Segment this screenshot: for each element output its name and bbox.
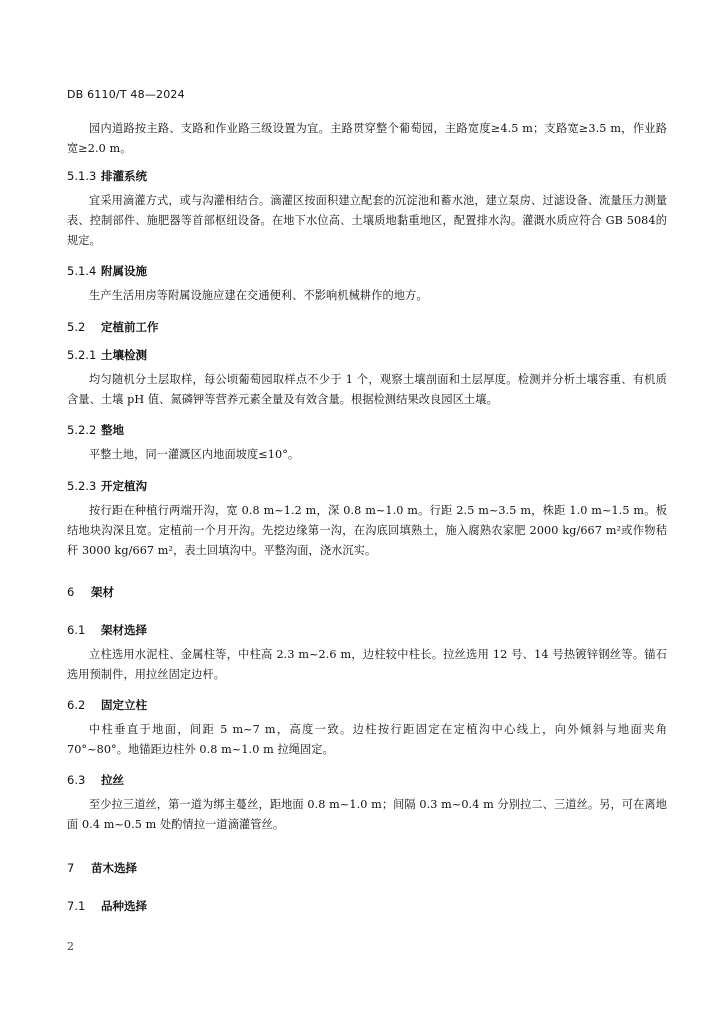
- paragraph-roads: 园内道路按主路、支路和作业路三级设置为宜。主路贯穿整个葡萄园，主路宽度≥4.5 m；支路宽≥3.5 m，作业路宽≥2.0 m。: [67, 122, 667, 155]
- paragraph-irrigation: 宜采用滴灌方式，或与沟灌相结合。滴灌区按面积建立配套的沉淀池和蓄水池，建立泵房、过滤设备、流量压力测量表、控制部件、施肥器等首部枢纽设备。在地下水位高、土壤质地黏重地区，配置排水沟。灌溉水质应符合 GB 5084的规定。: [67, 194, 667, 247]
- heading-5-2-2: 5.2.2 整地: [67, 423, 124, 437]
- paragraph-facilities: 生产生活用房等附属设施应建在交通便利、不影响机械耕作的地方。: [89, 289, 428, 302]
- heading-5-1-4: 5.1.4 附属设施: [67, 264, 147, 278]
- heading-5-2: 5.2 定植前工作: [67, 320, 159, 334]
- heading-6-2: 6.2 固定立柱: [67, 698, 147, 712]
- heading-5-2-1: 5.2.1 土壤检测: [67, 348, 147, 362]
- heading-6-1: 6.1 架材选择: [67, 623, 147, 637]
- paragraph-trellis-materials: 立柱选用水泥柱、金属柱等，中柱高 2.3 m~2.6 m，边柱较中柱长。拉丝选用 12 号、14 号热镀锌钢丝等。锚石选用预制件，用拉丝固定边杆。: [67, 648, 667, 681]
- heading-6-3: 6.3 拉丝: [67, 773, 124, 787]
- paragraph-land-leveling: 平整土地，同一灌溉区内地面坡度≤10°。: [89, 448, 300, 461]
- document-code: DB 6110/T 48—2024: [67, 88, 185, 101]
- heading-7-1: 7.1 品种选择: [67, 899, 147, 913]
- paragraph-trench: 按行距在种植行两端开沟，宽 0.8 m~1.2 m，深 0.8 m~1.0 m。行距 2.5 m~3.5 m，株距 1.0 m~1.5 m。板结地块沟深且宽。定植前一个月开沟。先挖边缘第一沟，在沟底回填熟土，施入腐熟农家肥 2000 kg/667 m²或作物秸秆 3000 kg/667 m²，表土回填沟中。平整沟面，浇水沉实。: [67, 504, 667, 557]
- heading-7: 7 苗木选择: [67, 861, 137, 875]
- page-number: 2: [67, 940, 74, 953]
- paragraph-fix-posts: 中柱垂直于地面，间距 5 m~7 m，高度一致。边柱按行距固定在定植沟中心线上，向外倾斜与地面夹角 70°~80°。地锚距边柱外 0.8 m~1.0 m 拉绳固定。: [67, 723, 667, 756]
- heading-5-1-3: 5.1.3 排灌系统: [67, 169, 147, 183]
- heading-5-2-3: 5.2.3 开定植沟: [67, 479, 147, 493]
- paragraph-wires: 至少拉三道丝，第一道为绑主蔓丝，距地面 0.8 m~1.0 m；间隔 0.3 m~0.4 m 分别拉二、三道丝。另，可在离地面 0.4 m~0.5 m 处酌情拉一道滴灌管丝。: [67, 798, 667, 831]
- heading-6: 6 架材: [67, 585, 114, 599]
- paragraph-soil-test: 均匀随机分土层取样，每公顷葡萄园取样点不少于 1 个，观察土壤剖面和土层厚度。检测并分析土壤容重、有机质含量、土壤 pH 值、氮磷钾等营养元素全量及有效含量。根据检测结果改良园区土壤。: [67, 373, 667, 406]
